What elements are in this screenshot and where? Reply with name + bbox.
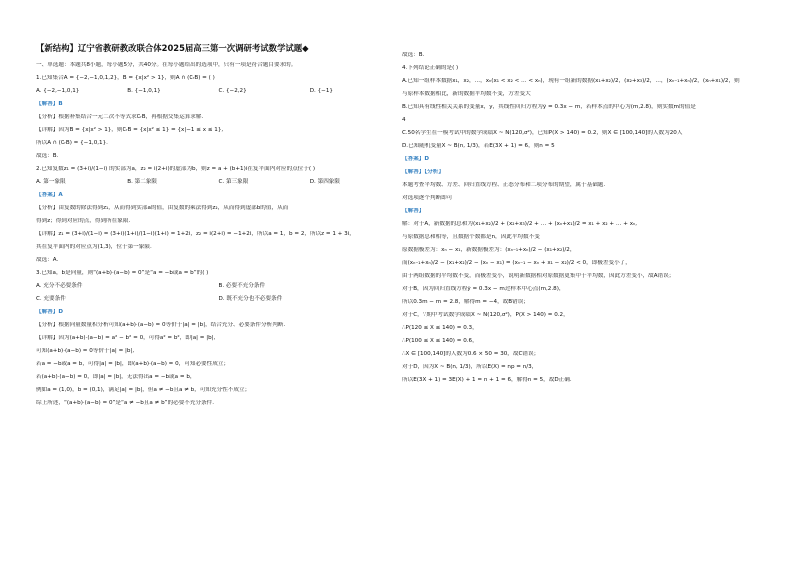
solution-text: 所以0.3m − m = 2.8，解得m = −4，故B错误； xyxy=(402,299,529,305)
solution-text: 对于B，因为回归直线方程ŷ = 0.3x − m过样本中心点(m,2.8)， xyxy=(402,286,565,292)
choice-text: 故选：A. xyxy=(36,257,59,263)
question-1-options xyxy=(36,88,401,95)
solution-text: ∴P(100 ≤ X ≤ 140) = 0.6， xyxy=(402,338,478,344)
detail-text: 例如a = (1,0)，b = (0,1)，满足|a| = |b|，但a ≠ −b且a ≠ b，可知充分性不成立； xyxy=(36,387,251,393)
option: C. {−2,2} xyxy=(218,88,247,94)
solution-text: 对于C，∵期中考试数学成绩X ~ N(120,σ²)，P(X > 140) = 0.2， xyxy=(402,312,569,318)
analysis-text: 【分析】根据补集结合一元二次不等式求∁ᵣB，再根据交集运算求解. xyxy=(36,114,204,120)
solution-text: 解：对于A，新数据的总和为(x₁+x₂)/2 + (x₂+x₃)/2 + … + (xₙ+x₁)/2 = x₁ + x₂ + … + xₙ, xyxy=(402,221,638,227)
option-b: B.已知具有线性相关关系的变量x，y，其线性回归方程为ŷ = 0.3x − m，若样本点的中心为(m,2.8)，则实数m的值是 xyxy=(402,104,696,110)
question-4: 4.下列结论正确的是( ) xyxy=(402,65,459,71)
option-d: D.已知随机变量X ~ B(n, 1/3)，若E(3X + 1) = 6，则n = 5 xyxy=(402,143,555,149)
option: B. {−1,0,1} xyxy=(127,88,161,94)
option-a: A.已知一组样本数据x₁，x₂，…，xₙ(x₁ < x₂ < … < xₙ)，现有一组新的数据(x₁+x₂)/2，(x₂+x₃)/2，…，(xₙ₋₁+xₙ)/2，(xₙ+x₁)/2，则 xyxy=(402,78,740,84)
analysis-text: 本题考查平均数、方差、回归直线方程、正态分布和二项分布的期望，属于基础题. xyxy=(402,182,606,188)
option-c: C.50名学生在一模考试中的数学成绩X ~ N(120,σ²)，已知P(X > 140) = 0.2，则X ∈ [100,140]的人数为20人 xyxy=(402,130,683,136)
analysis-text: 【分析】由复数的除法得到z₁，从而得到实部a的值，由复数的乘法得到z₂，从而得到虚部b的值，从而 xyxy=(36,205,289,211)
right-column xyxy=(402,52,774,390)
detail-text: 若(a+b)·(a−b) = 0，即|a| = |b|，无法得出a = −b或a = b， xyxy=(36,374,196,380)
conclusion-text: 综上所述，“(a+b)·(a−b) = 0”是“a ≠ −b且a ≠ b”的必要不充分条件. xyxy=(36,400,215,406)
analysis-text: 得到z；得到对应的点，得到所在象限. xyxy=(36,218,131,224)
option: D. 第四象限 xyxy=(309,179,340,185)
option: A. {−2,−1,0,1} xyxy=(36,88,80,94)
section-header: 一、单选题：本题共8小题，每小题5分，共40分。在每小题给出的选项中，只有一项是符合题目要求的。 xyxy=(36,62,297,68)
analysis-label: 【解答】【分析】 xyxy=(402,169,444,175)
choice-text: 故选：B. xyxy=(36,153,59,159)
left-column xyxy=(36,62,401,413)
detail-text: 【详解】z₁ = (3+i)/(1−i) = (3+i)(1+i)/(1−i)(1+i) = 1+2i，z₂ = i(2+i) = −1+2i，所以a = 1，b = 2，所以z = 1 + 3i， xyxy=(36,231,355,237)
question-2: 2.已知复数z₁ = (3+i)/(1−i) 的实部为a，z₂ = i(2+i)的虚部为b，则z = a + (b+1)i在复平面内对应的点位于( ) xyxy=(36,166,316,172)
option: D. 既不充分也不必要条件 xyxy=(218,296,283,302)
option: C. 充要条件 xyxy=(36,296,66,302)
answer-label: 【答案】A xyxy=(36,192,63,198)
solution-text: 对于D，因为X ~ B(n, 1/3)，所以E(X) = np = n/3， xyxy=(402,364,538,370)
option: C. 第三象限 xyxy=(218,179,249,185)
detail-text: 【详解】因为B = {x|x² > 1}，则∁ᵣB = {x|x² ≤ 1} = {x|−1 ≤ x ≤ 1}, xyxy=(36,127,224,133)
option-b-cont: 4 xyxy=(402,117,406,123)
detail-text: 【详解】因为(a+b)·(a−b) = a² − b² = 0，可得a² = b²，即|a| = |b|, xyxy=(36,335,216,341)
option-a-cont: 与原样本数据相比，新的数据平均数不变，方差变大 xyxy=(402,91,531,97)
answer-label: 【解答】B xyxy=(36,101,63,107)
option: B. 必要不充分条件 xyxy=(218,283,266,289)
choice-text: 故选：B. xyxy=(402,52,425,58)
solution-label: 【解答】 xyxy=(402,208,425,214)
question-3: 3.已知a，b是向量，则“(a+b)·(a−b) = 0”是“a = −b或a = b”的( ) xyxy=(36,270,209,276)
document-title: 【新结构】辽宁省教研教改联合体2025届高三第一次调研考试数学试题◆ xyxy=(36,43,309,53)
detail-text: 所以A ∩ (∁ᵣB) = {−1,0,1}. xyxy=(36,140,108,146)
solution-text: 原数据极差为：xₙ − x₁，新数据极差为：(xₙ₋₁+xₙ)/2 − (x₁+x₂)/2， xyxy=(402,247,576,253)
solution-text: 所以E(3X + 1) = 3E(X) + 1 = n + 1 = 6，解得n = 5，故D正确. xyxy=(402,377,572,383)
analysis-text: 对选项逐个判断即可 xyxy=(402,195,453,201)
option: A. 第一象限 xyxy=(36,179,66,185)
solution-text: ∴P(120 ≤ X ≤ 140) = 0.3， xyxy=(402,325,478,331)
option: A. 充分不必要条件 xyxy=(36,283,83,289)
option: B. 第二象限 xyxy=(127,179,158,185)
analysis-text: 【分析】根据向量数量积分析可知(a+b)·(a−b) = 0等价于|a| = |b|，结合充分、必要条件分析判断. xyxy=(36,322,286,328)
question-2-options xyxy=(36,179,401,186)
solution-text: 与原数据总和相等，且数据个数都是n，因此平均数不变 xyxy=(402,234,540,240)
question-3-options-b xyxy=(36,296,401,303)
solution-text: 由于两组数据的平均数不变，而极差变小，说明新数据相对原数据更集中于平均数，因此方差变小，故A错误； xyxy=(402,273,675,279)
detail-text: 其在复平面内的对应点为(1,3)，位于第一象限. xyxy=(36,244,152,250)
question-3-options-a xyxy=(36,283,401,290)
detail-text: 可知(a+b)·(a−b) = 0等价于|a| = |b|, xyxy=(36,348,135,354)
answer-label: 【解答】D xyxy=(36,309,64,315)
detail-text: 若a = −b或a = b，可得|a| = |b|，即(a+b)·(a−b) = 0，可知必要性成立； xyxy=(36,361,230,367)
answer-label: 【答案】D xyxy=(402,156,430,162)
solution-text: 而(xₙ₋₁+xₙ)/2 − (x₁+x₂)/2 − (xₙ − x₁) = (xₙ₋₁ − xₙ + x₁ − x₂)/2 < 0，即极差变小了， xyxy=(402,260,631,266)
solution-text: ∴X ∈ [100,140]的人数为0.6 × 50 = 30，故C错误； xyxy=(402,351,540,357)
question-1: 1.已知集合A = {−2,−1,0,1,2}，B = {x|x² > 1}，则A ∩ (∁ᵣB) = ( ) xyxy=(36,75,215,81)
option: D. {−1} xyxy=(309,88,333,94)
